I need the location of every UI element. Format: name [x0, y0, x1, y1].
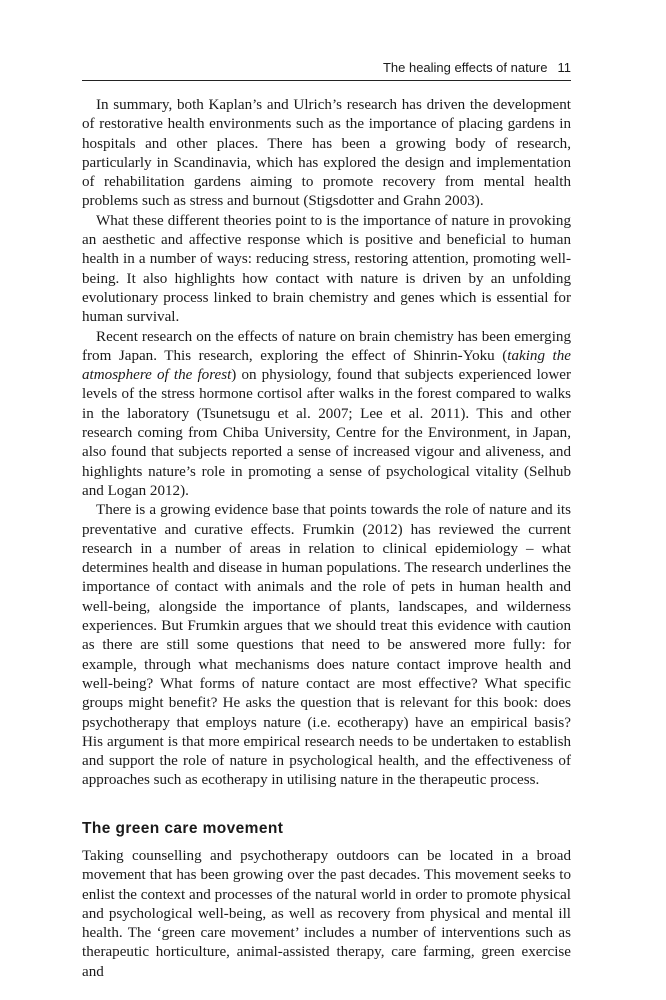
section-paragraph-1: Taking counselling and psychotherapy outdoors can be located in a broad movement that has been growing over the past decades. This movement seeks to enlist the context and processes of the natural world in order to promote physical and psychological well-being, as well as recovery from physical and mental ill health. The ‘green care movement’ includes a number of interventions such as therapeutic horticulture, animal-assisted therapy, care farming, green exercise and: [82, 847, 571, 980]
section-heading: The green care movement: [82, 819, 284, 837]
paragraph-3-text-a: Recent research on the effects of nature on brain chemistry has been emerging from Japan. This research, exploring the effect of Shinrin-Yoku (: [82, 328, 571, 364]
running-header: [82, 58, 571, 81]
running-title: The healing effects of nature: [382, 60, 548, 75]
paragraph-3-italic-term: taking the atmosphere of the forest: [82, 347, 571, 384]
paragraph-1: In summary, both Kaplan’s and Ulrich’s research has driven the development of restorative health environments such as the importance of placing gardens in hospitals and other places. There has been a growing body of research, particularly in Scandinavia, which has explored the design and implementation of rehabilitation gardens aiming to promote recovery from mental health problems such as stress and burnout (Stigsdotter and Grahn 2003).: [82, 97, 571, 210]
paragraph-3-text-b: ) on physiology, found that subjects experienced lower levels of the stress hormone cortisol after walks in the forest compared to walks in the laboratory (Tsunetsugu et al. 2007; Lee et al. 2011). This and other research coming from Chiba University, Centre for the Environment, in Japan, also found that subjects reported a sense of increased vigour and aliveness, and highlights nature’s role in promoting a sense of psychological vitality (Selhub and Logan 2012).: [82, 367, 571, 499]
body-text: [82, 96, 571, 982]
page-number: 11: [557, 60, 571, 75]
paragraph-4: There is a growing evidence base that points towards the role of nature and its preventative and curative effects. Frumkin (2012) has reviewed the current research in a number of areas in relation to clinical epidemiology – what determines health and disease in human populations. The research underlines the importance of contact with animals and the role of pets in human health and well-being, alongside the importance of plants, landscapes, and wilderness experiences. But Frumkin argues that we should treat this evidence with caution as there are still some questions that need to be answered more fully: for example, through what mechanisms does nature contact improve health and well-being? What forms of nature contact are most effective? What specific groups might benefit? He asks the question that is relevant for this book: does psychotherapy that employs nature (i.e. ecotherapy) have an empirical basis? His argument is that more empirical research needs to be undertaken to establish and support the role of nature in psychological health, and the effectiveness of approaches such as ecotherapy in utilising nature in the therapeutic process.: [82, 502, 571, 789]
paragraph-2: What these different theories point to is the importance of nature in provoking an aesthetic and affective response which is positive and beneficial to human health in a number of ways: reducing stress, restoring attention, promoting well-being. It also highlights how contact with nature is driven by an unfolding evolutionary process linked to brain chemistry and genes which is essential for human survival.: [82, 212, 571, 326]
paragraph-3: [82, 328, 571, 502]
